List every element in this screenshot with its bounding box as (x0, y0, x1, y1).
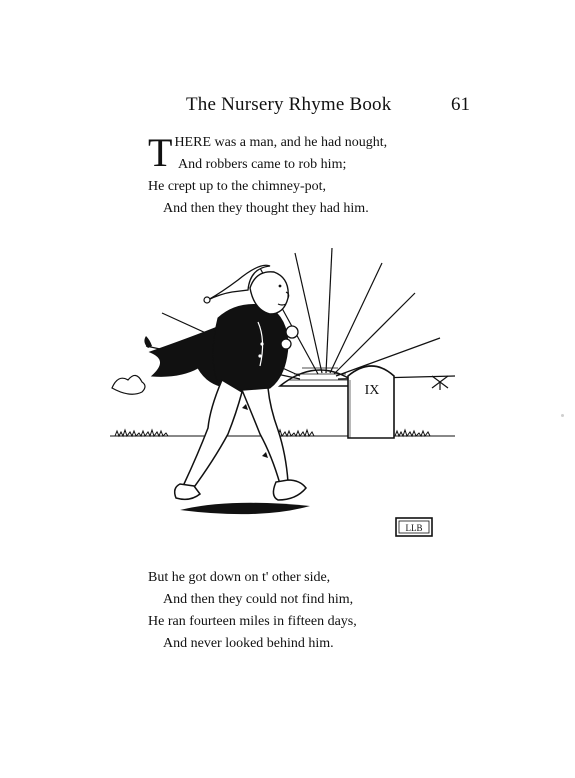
bush (112, 375, 145, 394)
ground (110, 430, 455, 436)
stanza-bottom (148, 567, 357, 655)
poem-line-5: But he got down on t' other side, (148, 570, 331, 585)
running-title: The Nursery Rhyme Book (186, 94, 392, 115)
poem-line-4: And then they thought they had him. (163, 201, 369, 216)
monogram-text: LLB (405, 523, 423, 533)
stanza-top (148, 130, 388, 220)
poem-line-2: And robbers came to rob him; (178, 157, 347, 172)
drop-cap: T (148, 130, 173, 175)
poem-line-1: HERE was a man, and he had nought, (174, 135, 388, 150)
windmill-icon (432, 376, 448, 390)
illustration-running-man (110, 248, 470, 548)
poem-line-7: He ran fourteen miles in fifteen days, (148, 614, 357, 629)
page-number: 61 (451, 94, 470, 115)
scan-speck (561, 414, 564, 417)
running-man (144, 265, 310, 514)
poem-line-8: And never looked behind him. (163, 636, 334, 651)
page-header (186, 94, 470, 118)
poem-line-6: And then they could not find him, (163, 592, 354, 607)
milestone-label: IX (364, 383, 380, 398)
milestone (348, 366, 394, 438)
poem-line-3: He crept up to the chimney-pot, (148, 179, 327, 194)
